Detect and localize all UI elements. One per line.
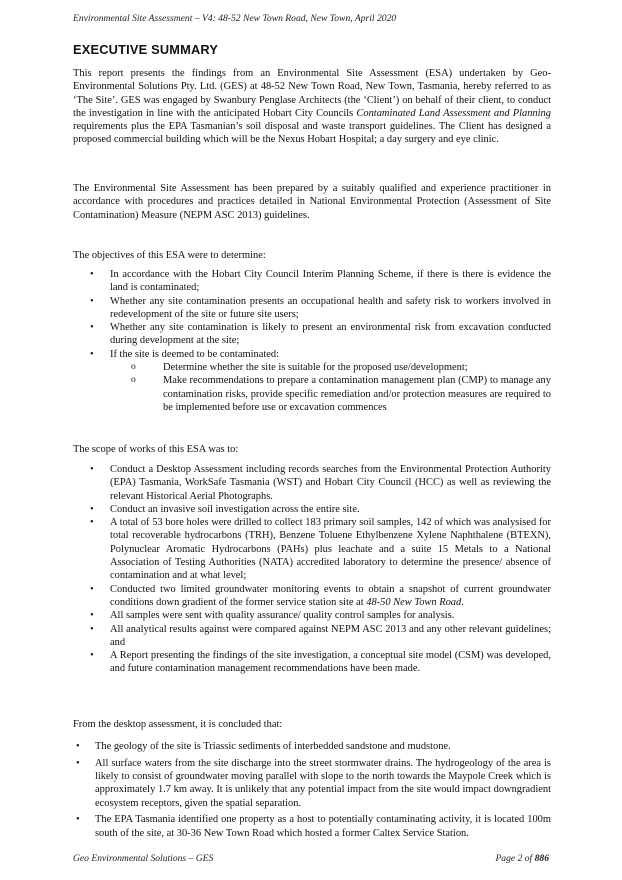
list-item: • The EPA Tasmania identified one property as a host to potentially contaminating activity, it is located 100m south of the site, at 30-36 New Town Road which hosted a former Caltex Service Station. xyxy=(73,813,551,840)
objectives-sub-list xyxy=(110,361,551,414)
list-item: • If the site is deemed to be contaminated: o Determine whether the site is suitable for the proposed use/development; o Make recommendations to prepare a contamination management plan (CMP) to manage any contamination risks, provide specific remediation and/or protection measures are required to be implemented before use or excavation commences xyxy=(73,348,551,414)
scope-list xyxy=(73,463,551,676)
footer-page-number: Page 2 of 886 xyxy=(495,853,549,864)
desktop-findings-list xyxy=(73,740,551,844)
list-item: • A Report presenting the findings of the site investigation, a conceptual site model (CSM) was developed, and future contamination management recommendations have been made. xyxy=(73,649,551,676)
intro-paragraph-1: This report presents the findings from an Environmental Site Assessment (ESA) undertaken by Geo-Environmental Solutions Pty. Ltd. (GES) at 48-52 New Town Road, New Town, Tasmania, hereby referred to as ‘The Site’. GES was engaged by Swanbury Penglase Architects (the ‘Client’) on behalf of their client, to conduct the investigation in line with the anticipated Hobart City Councils Contaminated Land Assessment and Planning requirements plus the EPA Tasmanian’s soil disposal and waste transport guidelines. The Client has designed a proposed commercial building which will be the Nexus Hobart Hospital; a day surgery and eye clinic. xyxy=(73,68,551,146)
sub-list-item: o Determine whether the site is suitable for the proposed use/development; xyxy=(110,361,551,374)
list-item: • Whether any site contamination presents an occupational health and safety risk to workers involved in redevelopment of the site or future site users; xyxy=(73,295,551,322)
list-item: • The geology of the site is Triassic sediments of interbedded sandstone and mudstone. xyxy=(73,740,551,753)
list-item: • Conduct a Desktop Assessment including records searches from the Environmental Protection Authority (EPA) Tasmania, WorkSafe Tasmania (WST) and Hobart City Council (HCC) as well as reviewing the relevant Historical Aerial Photographs. xyxy=(73,463,551,503)
intro-paragraph-2: The Environmental Site Assessment has been prepared by a suitably qualified and experience practitioner in accordance with procedures and practices detailed in National Environmental Protection (Assessment of Site Contamination) Measure (NEPM ASC 2013) guidelines. xyxy=(73,183,551,221)
list-item: • All samples were sent with quality assurance/ quality control samples for analysis. xyxy=(73,609,551,622)
objectives-list xyxy=(73,268,551,414)
scope-lead: The scope of works of this ESA was to: xyxy=(73,444,239,455)
running-header: Environmental Site Assessment – V4: 48-52 New Town Road, New Town, April 2020 xyxy=(73,13,397,24)
list-item: • All analytical results against were compared against NEPM ASC 2013 and any other relevant guidelines; and xyxy=(73,623,551,650)
footer-company: Geo Environmental Solutions – GES xyxy=(73,853,214,864)
section-title: EXECUTIVE SUMMARY xyxy=(73,42,219,57)
objectives-lead: The objectives of this ESA were to determine: xyxy=(73,250,266,261)
intro-italic-phrase: Contaminated Land Assessment and Planning xyxy=(356,107,551,119)
sub-list-item: o Make recommendations to prepare a contamination management plan (CMP) to manage any contamination risks, provide specific remediation and/or protection measures are required to be implemented before use or excavation commences xyxy=(110,374,551,414)
list-item: • Whether any site contamination is likely to present an environmental risk from excavation conducted during development at the site; xyxy=(73,321,551,348)
list-item: • Conduct an invasive soil investigation across the entire site. xyxy=(73,503,551,516)
list-item: • A total of 53 bore holes were drilled to collect 183 primary soil samples, 142 of which was analysised for total recoverable hydrocarbons (TRH), Benzene Toluene Ethylbenzene Xylene Naphthalene (BTEXN), Polynuclear Aromatic Hydrocarbons (PAHs) plus leachate and a suite 15 Metals to a National Association of Testing Authorities (NATA) accredited laboratory to determine the presence/ absence of contamination and at what level; xyxy=(73,516,551,582)
list-item: • In accordance with the Hobart City Council Interim Planning Scheme, if there is there is evidence the land is contaminated; xyxy=(73,268,551,295)
desktop-lead: From the desktop assessment, it is concluded that: xyxy=(73,719,283,730)
list-item: • Conducted two limited groundwater monitoring events to obtain a snapshot of current groundwater conditions down gradient of the former service station site at 48-50 New Town Road. xyxy=(73,583,551,610)
list-item: • All surface waters from the site discharge into the street stormwater drains. The hydrogeology of the area is likely to consist of groundwater moving parallel with slope to the north towards the Maypole Creek which is approximately 1.7 km away. It is unlikely that any potential impact from the site would impact downgradient ecosystem receptors, given the spatial separation. xyxy=(73,757,551,810)
